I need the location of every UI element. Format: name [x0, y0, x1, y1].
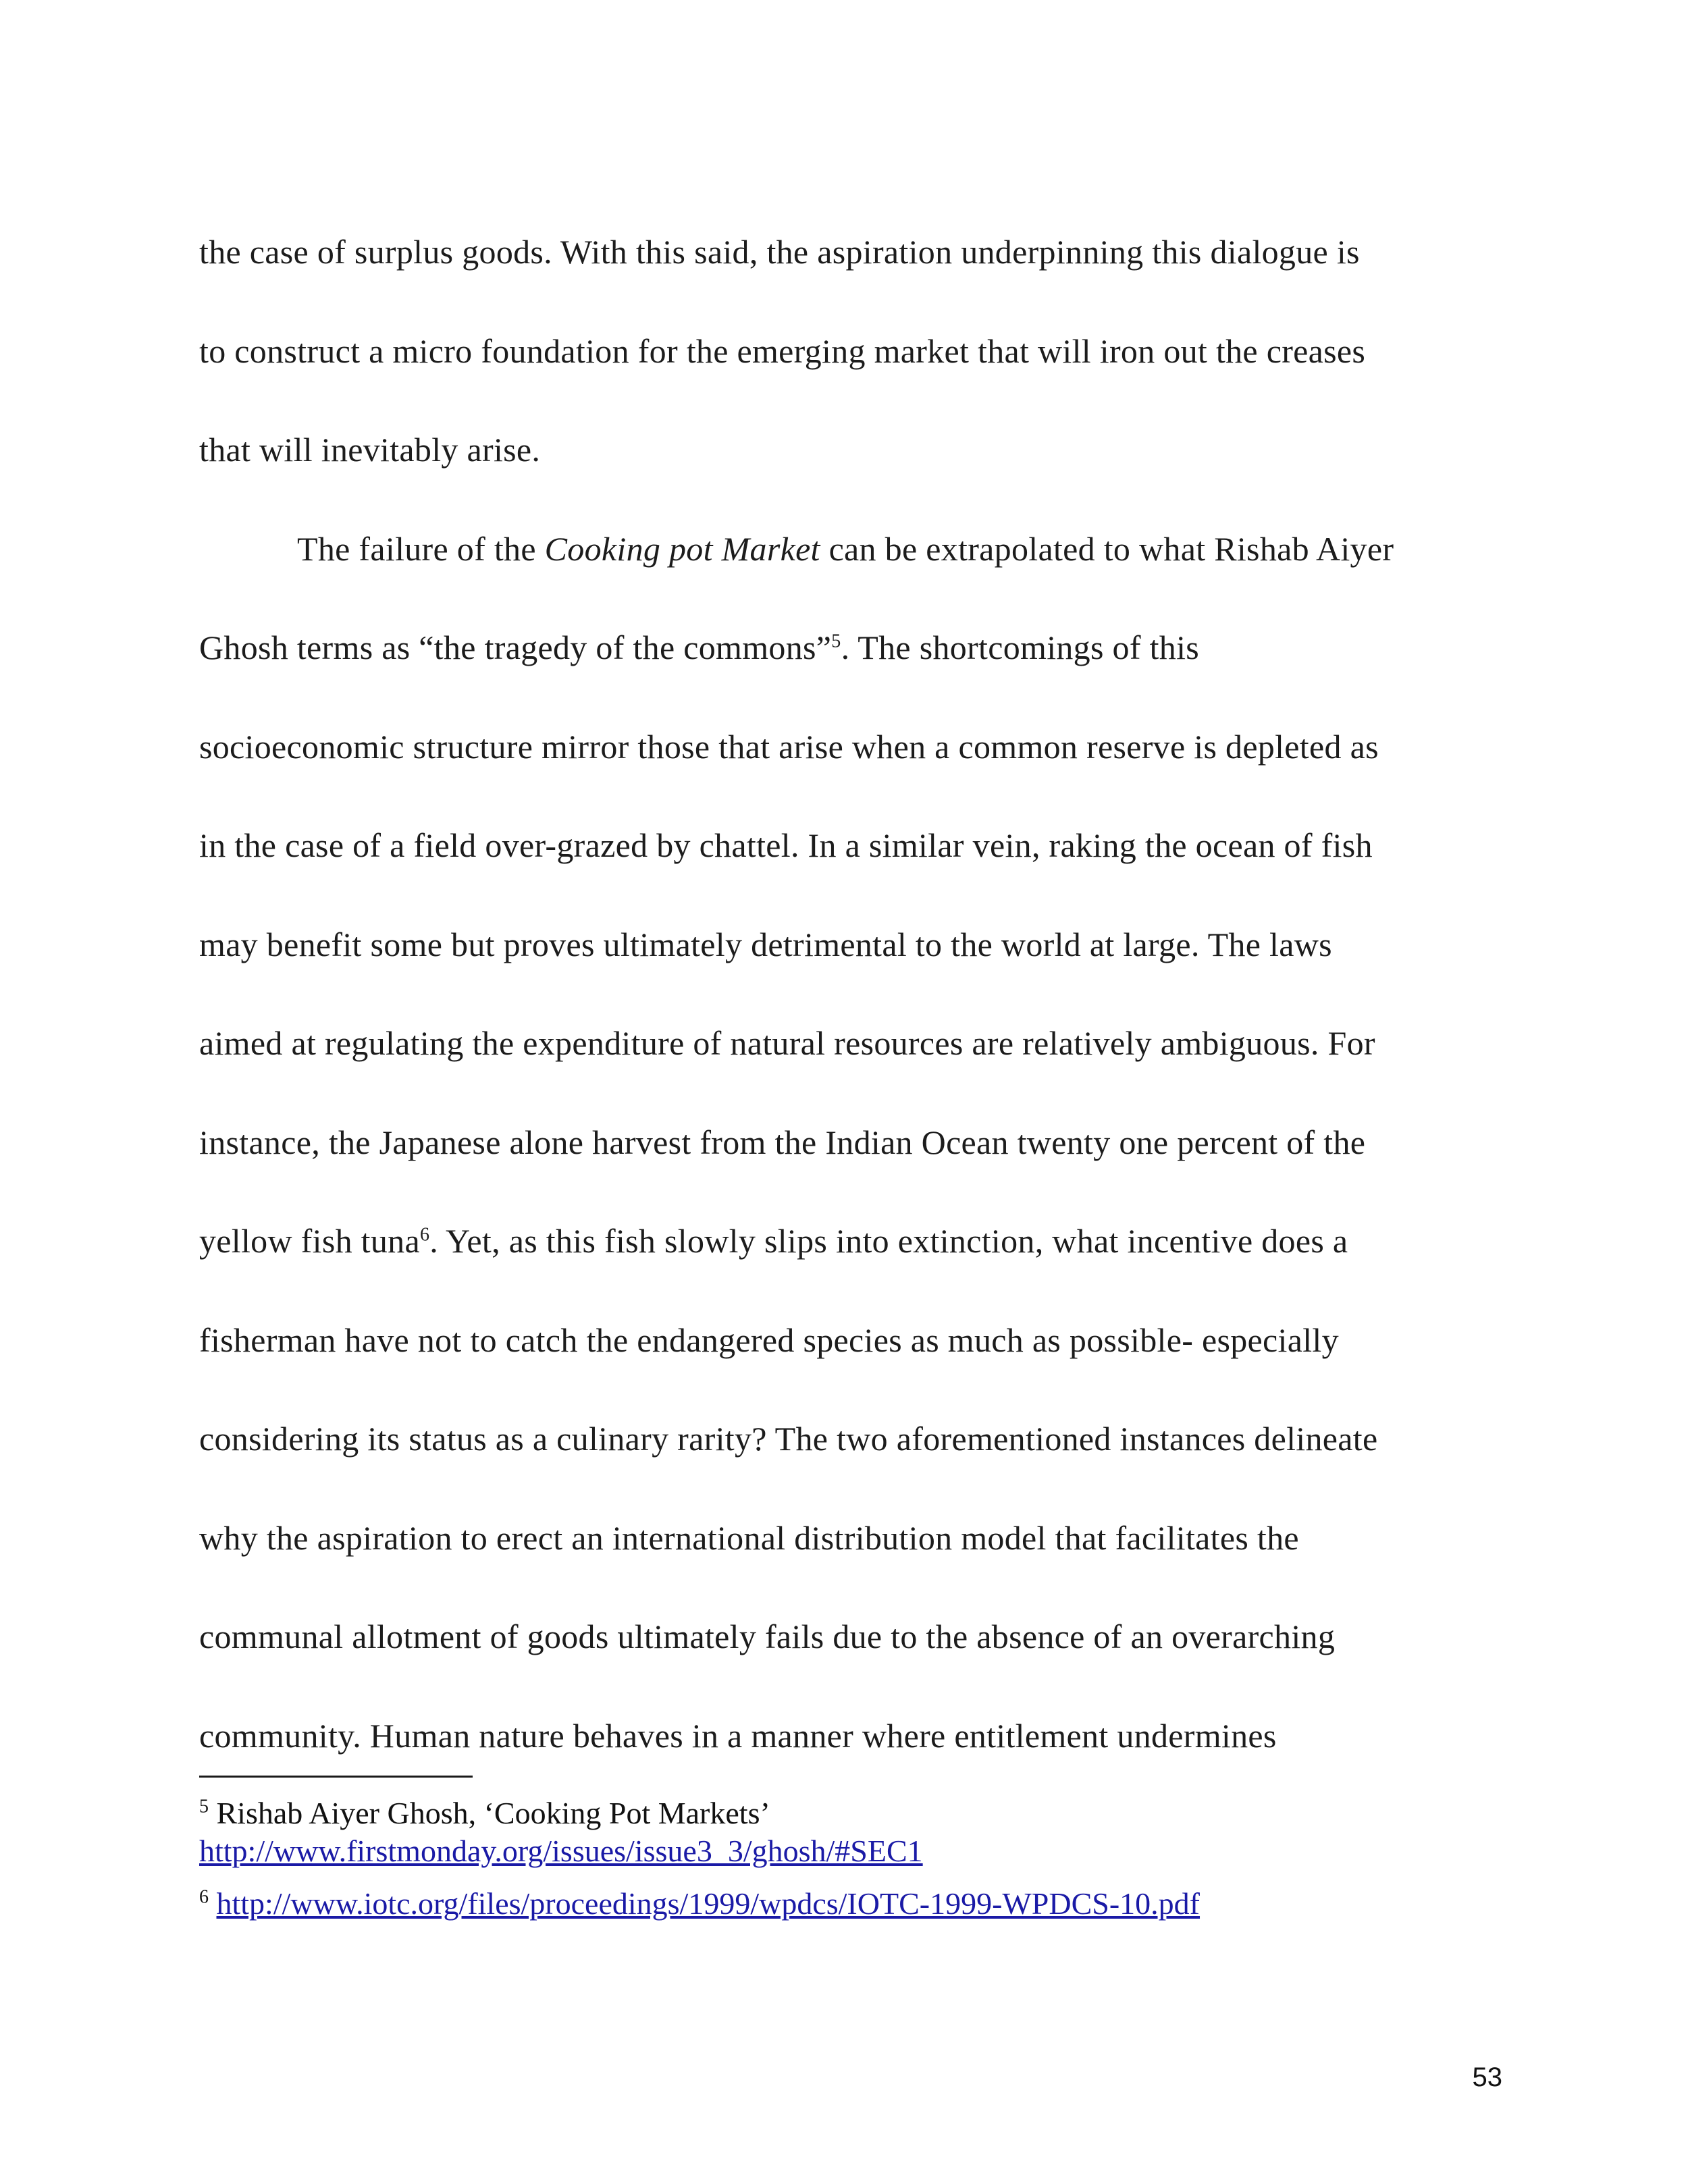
footnote-5 [199, 1794, 1502, 1870]
text-line: the case of surplus goods. With this said, the aspiration underpinning this dialogue is [199, 233, 1360, 271]
text-line: community. Human nature behaves in a manner where entitlement undermines [199, 1716, 1277, 1755]
footnote-mark: 6 [199, 1886, 209, 1908]
text-run: The failure of the [297, 529, 545, 568]
text-line: in the case of a field over-grazed by chattel. In a similar vein, raking the ocean of fish [199, 826, 1373, 864]
text-run: Ghosh terms as “the tragedy of the commons” [199, 629, 832, 666]
page-number: 53 [1472, 2062, 1502, 2092]
text-line: fisherman have not to catch the endangered species as much as possible- especially [199, 1321, 1339, 1359]
text-line: considering its status as a culinary rarity? The two aforementioned instances delineate [199, 1420, 1378, 1458]
text-line: socioeconomic structure mirror those that arise when a common reserve is depleted as [199, 727, 1379, 766]
text-line [199, 598, 1502, 697]
footnote-mark: 5 [199, 1796, 209, 1817]
footnote-link[interactable]: http://www.iotc.org/files/proceedings/1999/wpdcs/IOTC-1999-WPDCS-10.pdf [216, 1886, 1201, 1921]
footnote-text: Rishab Aiyer Ghosh, ‘Cooking Pot Markets’ [209, 1796, 770, 1830]
text-line: may benefit some but proves ultimately detrimental to the world at large. The laws [199, 925, 1332, 963]
text-run: . The shortcomings of this [841, 629, 1200, 666]
text-line [199, 1192, 1502, 1291]
footnote-text [209, 1886, 217, 1921]
footnote-reference-6[interactable]: 6 [419, 1224, 430, 1246]
body-text [199, 203, 1502, 1785]
paragraph-start-line [199, 500, 1502, 599]
footnote-6 [199, 1885, 1502, 1923]
text-line: why the aspiration to erect an international distribution model that facilitates the [199, 1518, 1299, 1557]
text-line: instance, the Japanese alone harvest from the Indian Ocean twenty one percent of the [199, 1123, 1366, 1161]
text-line: aimed at regulating the expenditure of natural resources are relatively ambiguous. For [199, 1024, 1375, 1062]
footnote-separator [199, 1776, 473, 1778]
footnotes [199, 1794, 1502, 1923]
text-run: . Yet, as this fish slowly slips into extinction, what incentive does a [429, 1222, 1348, 1260]
text-line: to construct a micro foundation for the emerging market that will iron out the creases [199, 331, 1366, 370]
text-run: yellow fish tuna [199, 1222, 420, 1260]
footnote-link[interactable]: http://www.firstmonday.org/issues/issue3_3/ghosh/#SEC1 [199, 1834, 923, 1868]
footnote-reference-5[interactable]: 5 [831, 631, 841, 652]
text-line: that will inevitably arise. [199, 431, 541, 469]
italic-title: Cooking pot Market [544, 529, 820, 568]
text-line: communal allotment of goods ultimately fails due to the absence of an overarching [199, 1618, 1336, 1655]
text-run: can be extrapolated to what Rishab Aiyer [820, 529, 1394, 568]
